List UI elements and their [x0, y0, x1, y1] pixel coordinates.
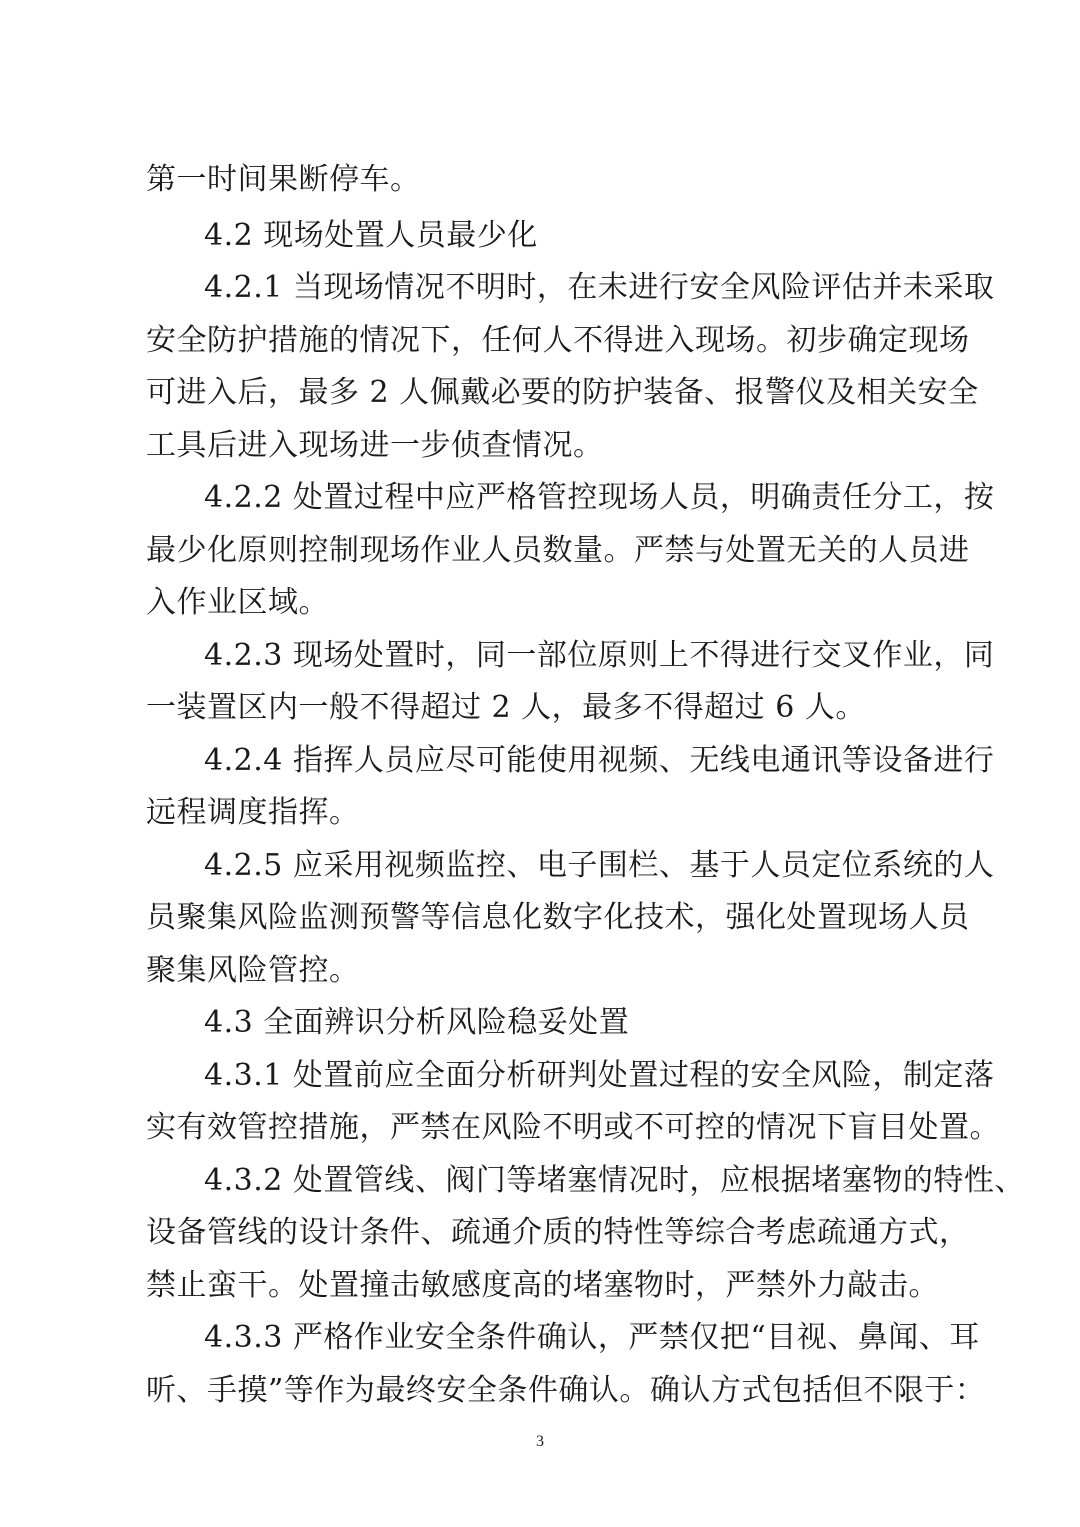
text-line: 4.3.1 处置前应全面分析研判处置过程的安全风险，制定落: [204, 1058, 995, 1093]
section-heading: 4.2 现场处置人员最少化: [204, 218, 538, 253]
text-line: 4.2.1 当现场情况不明时，在未进行安全风险评估并未采取: [204, 270, 995, 305]
text-line: 4.3.2 处置管线、阀门等堵塞情况时，应根据堵塞物的特性、: [204, 1163, 1025, 1198]
text-line: 4.2.4 指挥人员应尽可能使用视频、无线电通讯等设备进行: [204, 743, 995, 778]
text-line: 入作业区域。: [146, 585, 329, 620]
text-line: 实有效管控措施，严禁在风险不明或不可控的情况下盲目处置。: [146, 1110, 1000, 1145]
text-line: 员聚集风险监测预警等信息化数字化技术，强化处置现场人员: [146, 900, 970, 935]
text-line: 可进入后，最多 2 人佩戴必要的防护装备、报警仪及相关安全: [146, 375, 979, 410]
section-heading: 4.3 全面辨识分析风险稳妥处置: [204, 1005, 630, 1040]
text-line: 聚集风险管控。: [146, 953, 360, 988]
text-line: 一装置区内一般不得超过 2 人，最多不得超过 6 人。: [146, 690, 866, 725]
text-line: 远程调度指挥。: [146, 795, 360, 830]
text-line: 第一时间果断停车。: [146, 162, 421, 197]
page-number: 3: [536, 1433, 544, 1450]
text-line: 4.2.2 处置过程中应严格管控现场人员，明确责任分工，按: [204, 480, 995, 515]
text-line: 设备管线的设计条件、疏通介质的特性等综合考虑疏通方式，: [146, 1215, 970, 1250]
text-line: 工具后进入现场进一步侦查情况。: [146, 428, 604, 463]
text-line: 4.3.3 严格作业安全条件确认，严禁仅把“目视、鼻闻、耳: [204, 1320, 980, 1355]
text-line: 最少化原则控制现场作业人员数量。严禁与处置无关的人员进: [146, 533, 970, 568]
text-line: 4.2.5 应采用视频监控、电子围栏、基于人员定位系统的人: [204, 848, 995, 883]
text-line: 听、手摸”等作为最终安全条件确认。确认方式包括但不限于：: [146, 1373, 986, 1408]
text-line: 禁止蛮干。处置撞击敏感度高的堵塞物时，严禁外力敲击。: [146, 1268, 939, 1303]
text-line: 安全防护措施的情况下，任何人不得进入现场。初步确定现场: [146, 323, 970, 358]
text-line: 4.2.3 现场处置时，同一部位原则上不得进行交叉作业，同: [204, 638, 995, 673]
